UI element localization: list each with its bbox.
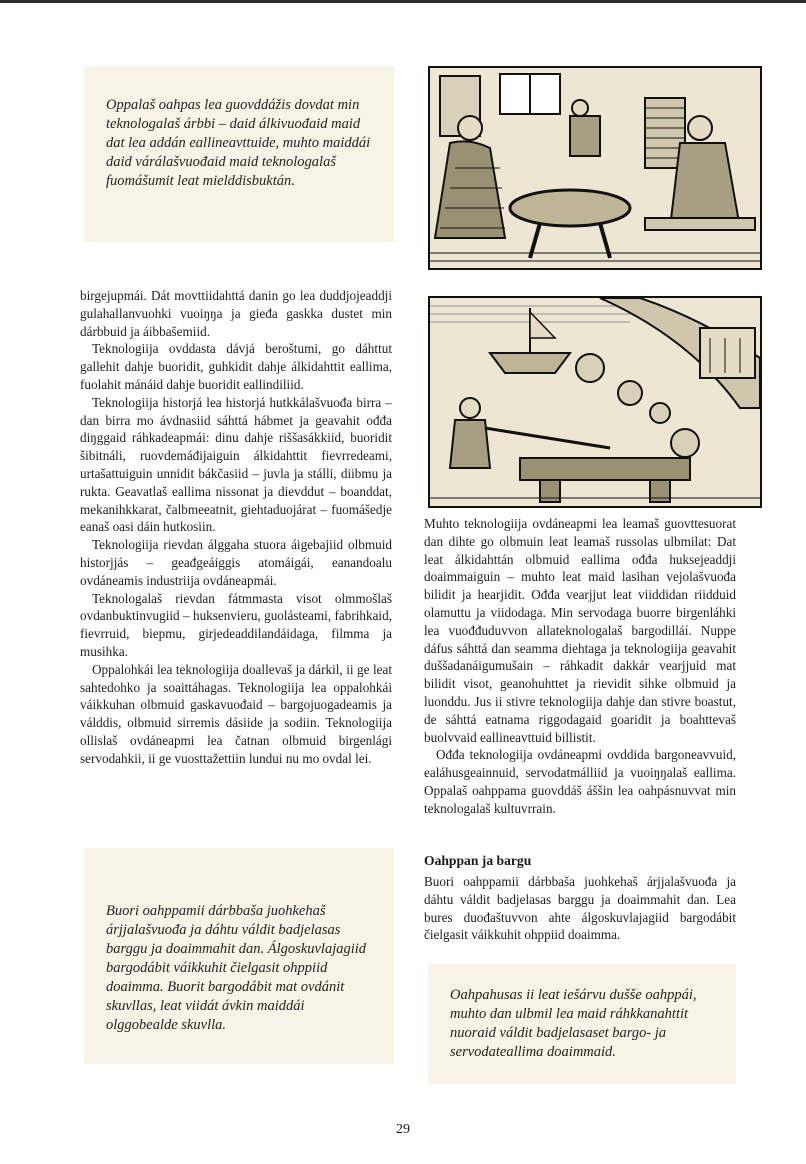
paragraph: Buori oahppamii dárbbaša juohkehaš árjjalašvuođa ja dáhtu váldit badjelasas barggu ja doaimmahit dan. Lea bures duođaštuvvon ahte álgoskuvlajagiid bargodábit čielgasit váikkuhit ohppiid doaimma. <box>424 874 736 943</box>
right-column-text <box>424 515 736 818</box>
paragraph: Teknologiija rievdan álggaha stuora áigebajiid olbmuid historjjás – geađgeáiggis atomáigái, eanandoalu ovdáneamis industriija ovdáneapmái. <box>80 537 392 588</box>
woodcut-machinery-illustration <box>428 296 762 508</box>
quote-box-bottom-left <box>84 848 394 1064</box>
quote-box-top <box>84 66 394 242</box>
paragraph: Muhto teknologiija ovdáneapmi lea leamaš guovttesuorat dan dihte go olbmuin leat leamaš russolas ulbmilat: Dat leat álkidahttán olbmuid eallima ođđa huksejeaddji doaimmaiguin – muhto leat maid lasihan vejolašvuođa bilidit ja hearjidit. Ođđa vearjjut leat viiddidan riidduid olamuttu ja viidodaga. Min servodaga buorre birgenláhki lea vuođđuduvvon allateknologalaš bargodilláí. Nuppe dáfus sáhttá dan seamma diehtaga ja teknologiija geavahit duššadanáigumušain – ráhkadit dakkár vearjjuid mat bilidit visot, geanohuhttet ja rievidit sihke olbmuid ja luonddu. Jus ii stivre teknologiija dahje dan stivre boastut, de sáhttá eatnama riggodagaid goaridit ja boahttevaš buolvvaid eallineavttuid billistit. <box>424 516 736 745</box>
paragraph: Teknologiija historjá lea historjá hutkkálašvuođa birra – dan birra mo ávdnasiid sáhttá hábmet ja geavahit ođđa diŋggaid ráhkadeapmái: dinu dahje riššasákkiid, buoridit šibitnáli, ruovdemáđijaiguin álkidahttit fievrredeami, urtašattuiguin unnidit bákčasiid – juvla ja stálli, diibmu ja rukta. Geavatlaš eallima nissonat ja dievddut – boanddat, mekanihkkarat, čalbmeeatnit, giehtaduojárat – fuomášedje eanaš oasi dáin hutkosiin. <box>80 394 392 535</box>
paragraph: Teknologalaš rievdan fátmmasta visot olmmošlaš ovdanbuktinvugiid – huksenvieru, guolásteami, fabrihkaid, fievrruid, biepmu, girjedeaddilandáidaga, filmma ja musihka. <box>80 590 392 659</box>
left-column-text <box>80 287 392 768</box>
woodcut-workshop-illustration <box>428 66 762 270</box>
paragraph: Ođđa teknologiija ovdáneapmi ovddida bargoneavvuid, ealáhusgeainnuid, servodatmálliid ja vuoiŋŋalaš eallima. Oppalaš oahppama guovddáš áššin lea oahpásnuvvat min teknologalaš kultuvrrain. <box>424 747 736 816</box>
work-paragraph-text <box>424 873 736 944</box>
paragraph: Teknologiija ovddasta dávjá beroštumi, go dáhttut gallehit dahje buoridit, guhkidit dahje álkidahttit eallima, fuolahit mánáid dahje buoridit eallindiliid. <box>80 341 392 392</box>
page-number: 29 <box>396 1122 410 1137</box>
top-rule <box>0 0 806 3</box>
paragraph: birgejupmái. Dát movttiidahttá danin go lea duddjojeaddji gulahallanvuohki vuoiŋŋa ja gieđa gaskka dustet min dárbbuid ja áibbašemiid. <box>80 288 392 339</box>
quote-bottom-right-text: Oahpahusas ii leat iešárvu dušše oahppái, muhto dan ulbmil lea maid ráhkkanahttit nuoraid váldit badjelasaset bargo- ja servodateallima doaimmaid. <box>450 987 697 1060</box>
quote-box-bottom-right <box>428 964 736 1084</box>
section-heading: Oahppan ja bargu <box>424 853 532 868</box>
paragraph: Oppalohkái lea teknologiija doallevaš ja dárkil, ii ge leat sahtedohko ja soaittáhagas. Teknologiija lea oppalohkái váikkuhan olbmuid gaskavuođaid – bargojuogadeamis ja válddis, olbmuid sirremis dásiide ja sodiin. Teknologiija ollislaš ovdáneapmi lea čatnan olbmuid birgenlági servodahkii, ii ge vuosttažettiin lundui nu mo ovdal lei. <box>80 661 392 766</box>
quote-bottom-left-text: Buori oahppamii dárbbaša juohkehaš árjjalašvuođa ja dáhtu váldit badjelasas barggu ja doaimmahit dan. Álgoskuvlajagiid bargodábit váikkuhit čielgasit ohppiid doaimma. Buorit bargodábit mat ovdánit skuvllas, leat viidát ávkin maiddái olggobealde skuvlla. <box>106 903 367 1033</box>
quote-top-text: Oppalaš oahpas lea guovddážis dovdat min teknologalaš árbbi – daid álkivuođaid maid dat lea addán eallineavttuide, muhto maiddái daid várálašvuođaid maid teknologalaš fuomášumit leat mielddisbuktán. <box>106 97 371 189</box>
